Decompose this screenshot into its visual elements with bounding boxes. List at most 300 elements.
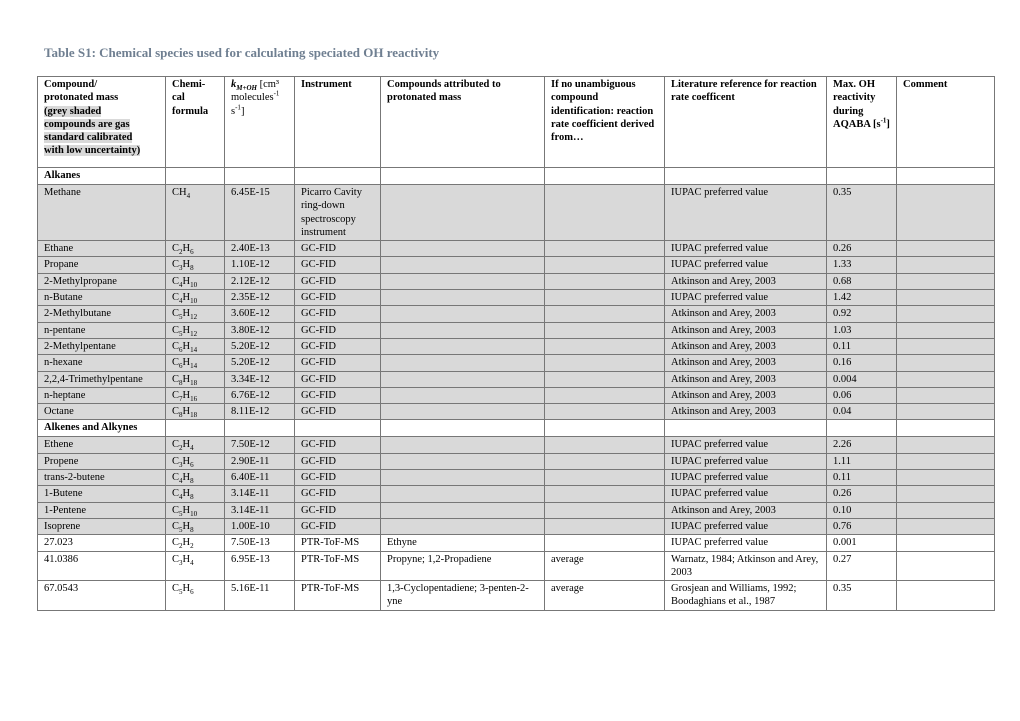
instrument-cell: PTR-ToF-MS <box>295 581 381 611</box>
section-empty-cell <box>665 420 827 437</box>
section-empty-cell <box>295 168 381 185</box>
max-oh-cell: 0.16 <box>827 355 897 371</box>
instrument-cell: GC-FID <box>295 273 381 289</box>
formula-element: C <box>172 187 180 198</box>
comment-cell <box>897 404 995 420</box>
formula-subscript: 4 <box>190 444 194 453</box>
comment-cell <box>897 290 995 306</box>
rate-cell: 6.76E-12 <box>225 387 295 403</box>
section-empty-cell <box>545 420 665 437</box>
formula-element: C <box>172 472 180 484</box>
formula-cell <box>166 338 225 354</box>
formula-subscript: 8 <box>190 493 194 502</box>
table-row <box>38 371 995 387</box>
formula-element: C <box>172 243 180 255</box>
formula-cell <box>166 437 225 453</box>
table-row <box>38 387 995 403</box>
literature-cell: Atkinson and Arey, 2003 <box>665 338 827 354</box>
header-max-oh <box>827 77 897 168</box>
formula-cell <box>166 273 225 289</box>
formula-cell <box>166 371 225 387</box>
table-row <box>38 257 995 273</box>
formula-element: C <box>172 537 180 549</box>
formula-element: H <box>182 275 191 287</box>
rate-cell: 3.80E-12 <box>225 322 295 338</box>
literature-cell: IUPAC preferred value <box>665 241 827 257</box>
formula-element: H <box>182 472 191 484</box>
comment-cell <box>897 581 995 611</box>
formula-subscript: 5 <box>179 509 183 518</box>
header-rate-coefficient <box>225 77 295 168</box>
attributed-cell <box>381 185 545 241</box>
no-id-cell: average <box>545 551 665 581</box>
no-id-cell <box>545 453 665 469</box>
rate-cell: 2.90E-11 <box>225 453 295 469</box>
header-compound-line: with low uncertainty) <box>44 145 141 157</box>
formula-element: C <box>172 439 180 451</box>
literature-cell: Grosjean and Williams, 1992; Boodaghians et al., 1987 <box>665 581 827 611</box>
section-row <box>38 420 995 437</box>
compound-cell: 2-Methylpentane <box>38 338 166 354</box>
formula-subscript: 10 <box>190 509 198 518</box>
section-empty-cell <box>545 168 665 185</box>
formula-cell <box>166 355 225 371</box>
literature-cell: IUPAC preferred value <box>665 486 827 502</box>
comment-cell <box>897 241 995 257</box>
formula-subscript: 18 <box>190 378 198 387</box>
formula-element: H <box>182 406 191 418</box>
formula-cell <box>166 257 225 273</box>
formula-element: C <box>172 583 180 595</box>
literature-cell: IUPAC preferred value <box>665 535 827 551</box>
k-units: ] <box>240 105 245 117</box>
max-oh-cell: 0.92 <box>827 306 897 322</box>
rate-cell: 7.50E-13 <box>225 535 295 551</box>
no-id-cell <box>545 404 665 420</box>
no-id-cell <box>545 535 665 551</box>
comment-cell <box>897 387 995 403</box>
species-table <box>37 76 995 611</box>
rate-cell: 2.40E-13 <box>225 241 295 257</box>
literature-cell: Atkinson and Arey, 2003 <box>665 355 827 371</box>
comment-cell <box>897 551 995 581</box>
section-empty-cell <box>225 168 295 185</box>
instrument-cell: GC-FID <box>295 257 381 273</box>
attributed-cell <box>381 453 545 469</box>
compound-cell: n-pentane <box>38 322 166 338</box>
section-empty-cell <box>381 420 545 437</box>
table-row <box>38 273 995 289</box>
formula-element: C <box>172 520 180 532</box>
attributed-cell <box>381 518 545 534</box>
max-oh-cell: 0.35 <box>827 581 897 611</box>
compound-cell: 2,2,4-Trimethylpentane <box>38 371 166 387</box>
table-title: Table S1: Chemical species used for calculating speciated OH reactivity <box>44 45 440 60</box>
compound-cell: Ethene <box>38 437 166 453</box>
rate-cell: 5.20E-12 <box>225 338 295 354</box>
formula-subscript: 4 <box>179 493 183 502</box>
formula-element: C <box>172 373 180 385</box>
attributed-cell <box>381 371 545 387</box>
literature-cell: IUPAC preferred value <box>665 290 827 306</box>
formula-cell <box>166 290 225 306</box>
literature-cell: Atkinson and Arey, 2003 <box>665 404 827 420</box>
max-oh-cell: 0.04 <box>827 404 897 420</box>
attributed-cell <box>381 404 545 420</box>
formula-subscript: 5 <box>179 313 183 322</box>
literature-cell: Warnatz, 1984; Atkinson and Arey, 2003 <box>665 551 827 581</box>
formula-cell <box>166 470 225 486</box>
section-label: Alkenes and Alkynes <box>38 420 166 437</box>
formula-element: C <box>172 259 180 271</box>
header-comment: Comment <box>897 77 995 168</box>
instrument-cell: PTR-ToF-MS <box>295 551 381 581</box>
formula-element: H <box>182 373 191 385</box>
formula-subscript: 14 <box>190 362 198 371</box>
table-row <box>38 470 995 486</box>
section-label: Alkanes <box>38 168 166 185</box>
comment-cell <box>897 273 995 289</box>
rate-cell: 1.10E-12 <box>225 257 295 273</box>
instrument-cell: GC-FID <box>295 290 381 306</box>
header-attributed: Compounds attributed to protonated mass <box>381 77 545 168</box>
instrument-cell: Picarro Cavity ring-down spectroscopy instrument <box>295 185 381 241</box>
instrument-cell: GC-FID <box>295 306 381 322</box>
compound-cell: n-hexane <box>38 355 166 371</box>
table-row <box>38 322 995 338</box>
formula-element: H <box>182 504 191 516</box>
table-row <box>38 502 995 518</box>
no-id-cell <box>545 322 665 338</box>
compound-cell: Ethane <box>38 241 166 257</box>
attributed-cell <box>381 257 545 273</box>
comment-cell <box>897 437 995 453</box>
formula-cell <box>166 404 225 420</box>
header-no-identification: If no unambiguous compound identification: reaction rate coefficient derived from… <box>545 77 665 168</box>
no-id-cell <box>545 437 665 453</box>
instrument-cell: GC-FID <box>295 437 381 453</box>
instrument-cell: GC-FID <box>295 518 381 534</box>
formula-subscript: 6 <box>190 248 194 257</box>
max-oh-label: Max. OH reactivity during AQABA <box>833 79 876 130</box>
compound-cell: Propane <box>38 257 166 273</box>
section-empty-cell <box>665 168 827 185</box>
instrument-cell: GC-FID <box>295 322 381 338</box>
k-units: [cm³ <box>256 79 280 90</box>
compound-cell: Propene <box>38 453 166 469</box>
literature-cell: Atkinson and Arey, 2003 <box>665 306 827 322</box>
formula-element: C <box>172 324 180 336</box>
literature-cell: IUPAC preferred value <box>665 470 827 486</box>
formula-element: C <box>172 292 180 304</box>
section-empty-cell <box>897 420 995 437</box>
formula-subscript: 14 <box>190 346 198 355</box>
table-row <box>38 453 995 469</box>
formula-subscript: 4 <box>179 280 183 289</box>
section-empty-cell <box>166 168 225 185</box>
comment-cell <box>897 486 995 502</box>
formula-cell <box>166 535 225 551</box>
formula-subscript: 7 <box>179 394 183 403</box>
rate-cell: 2.12E-12 <box>225 273 295 289</box>
k-symbol: k <box>231 79 237 90</box>
formula-cell <box>166 581 225 611</box>
attributed-cell <box>381 502 545 518</box>
formula-cell <box>166 453 225 469</box>
literature-cell: IUPAC preferred value <box>665 185 827 241</box>
table-row <box>38 290 995 306</box>
no-id-cell <box>545 470 665 486</box>
k-units-sup: -1 <box>235 103 241 112</box>
formula-subscript: 18 <box>190 411 198 420</box>
max-oh-cell: 0.001 <box>827 535 897 551</box>
no-id-cell <box>545 355 665 371</box>
rate-cell: 5.20E-12 <box>225 355 295 371</box>
max-oh-cell: 0.35 <box>827 185 897 241</box>
comment-cell <box>897 371 995 387</box>
formula-element: C <box>172 406 180 418</box>
formula-subscript: 6 <box>179 346 183 355</box>
attributed-cell <box>381 290 545 306</box>
attributed-cell: Ethyne <box>381 535 545 551</box>
attributed-cell <box>381 486 545 502</box>
formula-subscript: 8 <box>190 526 194 535</box>
instrument-cell: GC-FID <box>295 241 381 257</box>
compound-cell: 1-Butene <box>38 486 166 502</box>
no-id-cell <box>545 185 665 241</box>
no-id-cell <box>545 241 665 257</box>
formula-element: H <box>182 357 191 369</box>
no-id-cell <box>545 502 665 518</box>
header-literature: Literature reference for reaction rate coefficent <box>665 77 827 168</box>
header-row <box>38 77 995 168</box>
formula-cell <box>166 185 225 241</box>
table-row <box>38 338 995 354</box>
literature-cell: IUPAC preferred value <box>665 437 827 453</box>
formula-subscript: 5 <box>179 329 183 338</box>
attributed-cell <box>381 322 545 338</box>
comment-cell <box>897 502 995 518</box>
instrument-cell: GC-FID <box>295 371 381 387</box>
no-id-cell <box>545 306 665 322</box>
k-units: s <box>231 105 236 117</box>
formula-element: C <box>172 504 180 516</box>
rate-cell: 6.40E-11 <box>225 470 295 486</box>
max-oh-cell: 0.11 <box>827 470 897 486</box>
compound-cell: 2-Methylbutane <box>38 306 166 322</box>
comment-cell <box>897 518 995 534</box>
attributed-cell <box>381 387 545 403</box>
formula-element: C <box>172 553 180 565</box>
max-oh-unit: ] <box>886 118 890 130</box>
table-row <box>38 355 995 371</box>
comment-cell <box>897 257 995 273</box>
no-id-cell: average <box>545 581 665 611</box>
formula-subscript: 12 <box>190 313 198 322</box>
k-subscript: M+OH <box>236 84 257 93</box>
attributed-cell <box>381 306 545 322</box>
table-row <box>38 437 995 453</box>
max-oh-cell: 0.10 <box>827 502 897 518</box>
section-empty-cell <box>295 420 381 437</box>
no-id-cell <box>545 290 665 306</box>
literature-cell: Atkinson and Arey, 2003 <box>665 322 827 338</box>
literature-cell: IUPAC preferred value <box>665 257 827 273</box>
formula-element: H <box>182 583 191 595</box>
max-oh-cell: 1.11 <box>827 453 897 469</box>
compound-cell: 67.0543 <box>38 581 166 611</box>
formula-element: H <box>182 553 191 565</box>
formula-element: C <box>172 275 180 287</box>
rate-cell: 3.14E-11 <box>225 502 295 518</box>
table-row <box>38 518 995 534</box>
header-compound-line: protonated mass <box>44 92 119 104</box>
table-row <box>38 241 995 257</box>
attributed-cell <box>381 338 545 354</box>
header-compound-line: (grey shaded <box>44 105 102 117</box>
formula-subscript: 3 <box>179 558 183 567</box>
comment-cell <box>897 322 995 338</box>
formula-element: H <box>182 340 191 352</box>
table-row <box>38 306 995 322</box>
compound-cell: n-Butane <box>38 290 166 306</box>
compound-cell: Isoprene <box>38 518 166 534</box>
instrument-cell: GC-FID <box>295 404 381 420</box>
table-row <box>38 486 995 502</box>
formula-subscript: 8 <box>179 378 183 387</box>
formula-subscript: 10 <box>190 297 198 306</box>
no-id-cell <box>545 486 665 502</box>
rate-cell: 2.35E-12 <box>225 290 295 306</box>
formula-subscript: 6 <box>179 362 183 371</box>
literature-cell: IUPAC preferred value <box>665 518 827 534</box>
formula-element: C <box>172 488 180 500</box>
compound-cell: 27.023 <box>38 535 166 551</box>
formula-cell <box>166 387 225 403</box>
instrument-cell: GC-FID <box>295 355 381 371</box>
table-row <box>38 535 995 551</box>
formula-subscript: 2 <box>190 542 194 551</box>
header-compound-line: Compound/ <box>44 79 98 90</box>
formula-subscript: 12 <box>190 329 198 338</box>
formula-subscript: 4 <box>186 192 191 201</box>
comment-cell <box>897 355 995 371</box>
table-row <box>38 404 995 420</box>
formula-subscript: 2 <box>179 444 183 453</box>
rate-cell: 5.16E-11 <box>225 581 295 611</box>
comment-cell <box>897 453 995 469</box>
compound-cell: Methane <box>38 185 166 241</box>
formula-subscript: 5 <box>179 526 183 535</box>
header-compound <box>38 77 166 168</box>
header-instrument: Instrument <box>295 77 381 168</box>
attributed-cell: Propyne; 1,2-Propadiene <box>381 551 545 581</box>
attributed-cell <box>381 355 545 371</box>
instrument-cell: GC-FID <box>295 486 381 502</box>
formula-subscript: 4 <box>179 477 183 486</box>
rate-cell: 3.34E-12 <box>225 371 295 387</box>
literature-cell: Atkinson and Arey, 2003 <box>665 502 827 518</box>
comment-cell <box>897 535 995 551</box>
max-oh-cell: 1.03 <box>827 322 897 338</box>
comment-cell <box>897 306 995 322</box>
literature-cell: Atkinson and Arey, 2003 <box>665 273 827 289</box>
attributed-cell <box>381 470 545 486</box>
formula-subscript: 10 <box>190 280 198 289</box>
no-id-cell <box>545 371 665 387</box>
section-empty-cell <box>827 168 897 185</box>
no-id-cell <box>545 338 665 354</box>
formula-element: H <box>182 292 191 304</box>
formula-cell <box>166 486 225 502</box>
section-empty-cell <box>166 420 225 437</box>
instrument-cell: GC-FID <box>295 453 381 469</box>
formula-subscript: 5 <box>179 588 183 597</box>
formula-subscript: 3 <box>179 264 183 273</box>
formula-element: C <box>172 308 180 320</box>
compound-cell: 2-Methylpropane <box>38 273 166 289</box>
max-oh-cell: 0.004 <box>827 371 897 387</box>
rate-cell: 6.95E-13 <box>225 551 295 581</box>
formula-subscript: 8 <box>190 264 194 273</box>
formula-cell <box>166 241 225 257</box>
formula-subscript: 8 <box>179 411 183 420</box>
max-oh-cell: 0.11 <box>827 338 897 354</box>
compound-cell: trans-2-butene <box>38 470 166 486</box>
formula-element: H <box>182 243 191 255</box>
instrument-cell: GC-FID <box>295 470 381 486</box>
formula-element: H <box>182 455 191 467</box>
no-id-cell <box>545 518 665 534</box>
formula-element: H <box>182 537 191 549</box>
formula-subscript: 8 <box>190 477 194 486</box>
attributed-cell <box>381 273 545 289</box>
max-oh-unit: [s <box>872 118 881 130</box>
max-oh-cell: 0.27 <box>827 551 897 581</box>
max-oh-cell: 2.26 <box>827 437 897 453</box>
formula-element: H <box>182 308 191 320</box>
formula-element: H <box>182 488 191 500</box>
table-row <box>38 185 995 241</box>
formula-element: C <box>172 455 180 467</box>
comment-cell <box>897 338 995 354</box>
compound-cell: 1-Pentene <box>38 502 166 518</box>
comment-cell <box>897 185 995 241</box>
instrument-cell: GC-FID <box>295 387 381 403</box>
instrument-cell: GC-FID <box>295 502 381 518</box>
table-row <box>38 581 995 611</box>
attributed-cell <box>381 437 545 453</box>
attributed-cell: 1,3-Cyclopentadiene; 3-penten-2-yne <box>381 581 545 611</box>
compound-cell: 41.0386 <box>38 551 166 581</box>
formula-element: H <box>182 439 191 451</box>
compound-cell: n-heptane <box>38 387 166 403</box>
max-oh-cell: 1.42 <box>827 290 897 306</box>
formula-subscript: 16 <box>190 394 198 403</box>
section-empty-cell <box>381 168 545 185</box>
k-units-sup: -1 <box>273 89 280 98</box>
literature-cell: Atkinson and Arey, 2003 <box>665 387 827 403</box>
formula-subscript: 3 <box>179 460 183 469</box>
formula-element: H <box>182 259 191 271</box>
formula-element: H <box>179 187 187 198</box>
no-id-cell <box>545 257 665 273</box>
section-row <box>38 168 995 185</box>
formula-subscript: 2 <box>179 248 183 257</box>
formula-cell <box>166 306 225 322</box>
section-empty-cell <box>225 420 295 437</box>
section-empty-cell <box>897 168 995 185</box>
